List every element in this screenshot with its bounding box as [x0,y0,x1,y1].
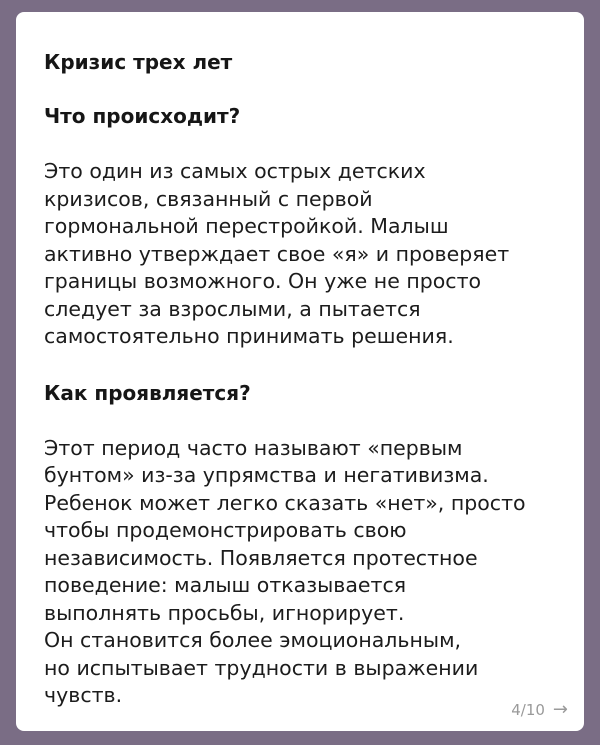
paragraph-line: Этот период часто называют «первым [44,435,463,460]
content-card [16,12,584,731]
paragraph-line: чтобы продемонстрировать свою [44,518,407,542]
paragraph-line: активно утверждает свое «я» и проверяет [44,241,510,266]
section-paragraph-how-it-shows [44,435,560,710]
paragraph-line: поведение: малыш отказывается [44,573,407,597]
paragraph-line: границы возможного. Он уже не просто [44,269,482,293]
paragraph-line: чувств. [44,683,123,707]
paragraph-line: гормональной перестройкой. Малыш [44,214,449,238]
paragraph-line: самостоятельно принимать решения. [44,324,454,348]
paragraph-line: кризисов, связанный с первой [44,186,373,211]
section-heading-how-it-shows: Как проявляется? [44,380,251,405]
paragraph-line: следует за взрослыми, а пытается [44,296,421,321]
card-title: Кризис трех лет [44,50,233,74]
paragraph-line: Он становится более эмоциональным, [44,628,462,652]
paragraph-line: Это один из самых острых детских [44,159,426,183]
paragraph-line: Ребенок может легко сказать «нет», просто [44,490,526,515]
paragraph-line: бунтом» из-за упрямства и негативизма. [44,463,489,487]
paragraph-line: но испытывает трудности в выражении [44,655,479,680]
page-indicator: 4/10 [511,701,545,719]
paragraph-line: выполнять просьбы, игнорирует. [44,600,405,625]
section-paragraph-what-happens [44,158,560,351]
pager[interactable] [511,701,568,719]
paragraph-line: независимость. Появляется протестное [44,545,478,570]
section-heading-what-happens: Что происходит? [44,104,241,128]
arrow-right-icon[interactable]: → [552,699,568,720]
